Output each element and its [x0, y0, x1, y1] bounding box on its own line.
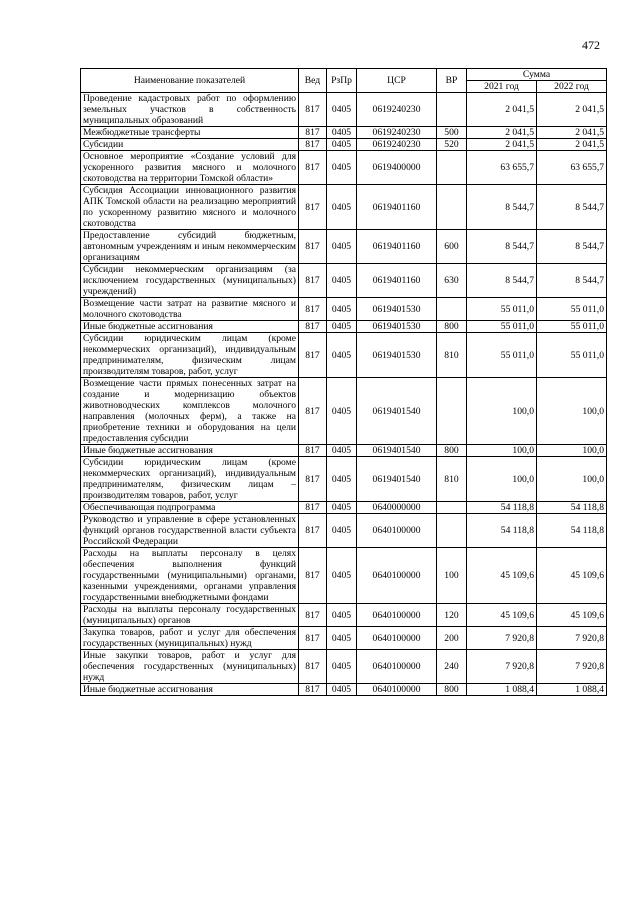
row-csr-cell: 0619401540 [357, 457, 437, 502]
row-rzpr-cell: 0405 [327, 151, 357, 185]
row-csr-cell: 0619401160 [357, 264, 437, 298]
row-rzpr-cell: 0405 [327, 502, 357, 514]
row-csr-cell: 0619401530 [357, 333, 437, 378]
row-ved-cell: 817 [299, 151, 327, 185]
row-rzpr-cell: 0405 [327, 185, 357, 230]
row-rzpr-cell: 0405 [327, 604, 357, 627]
row-rzpr-cell: 0405 [327, 445, 357, 457]
table-row [81, 650, 607, 684]
row-vr-cell: 500 [437, 127, 467, 139]
col-vr-header: ВР [437, 69, 467, 93]
table-row [81, 457, 607, 502]
row-ved-cell: 817 [299, 230, 327, 264]
row-2021-value: 2 041,5 [467, 139, 537, 151]
row-ved-cell: 817 [299, 378, 327, 445]
row-csr-cell: 0640100000 [357, 684, 437, 696]
col-2022-header: 2022 год [537, 81, 607, 93]
table-body [81, 93, 607, 696]
row-rzpr-cell: 0405 [327, 264, 357, 298]
row-name-cell: Обеспечивающая подпрограмма [81, 502, 299, 514]
row-vr-cell [437, 502, 467, 514]
row-ved-cell: 817 [299, 321, 327, 333]
row-rzpr-cell: 0405 [327, 139, 357, 151]
row-2021-value: 63 655,7 [467, 151, 537, 185]
row-rzpr-cell: 0405 [327, 298, 357, 321]
row-vr-cell: 810 [437, 457, 467, 502]
table-row [81, 445, 607, 457]
row-ved-cell: 817 [299, 548, 327, 604]
row-ved-cell: 817 [299, 457, 327, 502]
row-vr-cell: 520 [437, 139, 467, 151]
row-csr-cell: 0619401530 [357, 298, 437, 321]
row-csr-cell: 0640100000 [357, 604, 437, 627]
row-name-cell: Расходы на выплаты персоналу в целях обеспечения выполнения функций государственными (муниципальными) органами, казенными учреждениями, органами управления государственными внебюджетными фондами [81, 548, 299, 604]
table-row [81, 127, 607, 139]
row-rzpr-cell: 0405 [327, 650, 357, 684]
row-2021-value: 100,0 [467, 378, 537, 445]
row-csr-cell: 0640100000 [357, 514, 437, 548]
row-2021-value: 45 109,6 [467, 604, 537, 627]
row-2022-value: 45 109,6 [537, 604, 607, 627]
row-rzpr-cell: 0405 [327, 333, 357, 378]
row-2022-value: 8 544,7 [537, 230, 607, 264]
row-vr-cell: 200 [437, 627, 467, 650]
row-2021-value: 100,0 [467, 445, 537, 457]
row-name-cell: Расходы на выплаты персоналу государственных (муниципальных) органов [81, 604, 299, 627]
row-2022-value: 54 118,8 [537, 502, 607, 514]
row-name-cell: Иные бюджетные ассигнования [81, 321, 299, 333]
row-2021-value: 54 118,8 [467, 502, 537, 514]
row-2022-value: 55 011,0 [537, 321, 607, 333]
row-ved-cell: 817 [299, 264, 327, 298]
row-ved-cell: 817 [299, 502, 327, 514]
row-2022-value: 100,0 [537, 378, 607, 445]
row-vr-cell: 100 [437, 548, 467, 604]
table-row [81, 604, 607, 627]
row-rzpr-cell: 0405 [327, 684, 357, 696]
row-rzpr-cell: 0405 [327, 627, 357, 650]
row-ved-cell: 817 [299, 604, 327, 627]
row-ved-cell: 817 [299, 298, 327, 321]
row-2021-value: 54 118,8 [467, 514, 537, 548]
table-row [81, 185, 607, 230]
table-row [81, 264, 607, 298]
row-vr-cell: 800 [437, 321, 467, 333]
row-ved-cell: 817 [299, 333, 327, 378]
table-row [81, 151, 607, 185]
row-vr-cell: 240 [437, 650, 467, 684]
row-rzpr-cell: 0405 [327, 230, 357, 264]
table-row [81, 548, 607, 604]
row-2021-value: 2 041,5 [467, 127, 537, 139]
col-rzpr-header: РзПр [327, 69, 357, 93]
row-2022-value: 1 088,4 [537, 684, 607, 696]
row-2021-value: 8 544,7 [467, 264, 537, 298]
row-vr-cell: 630 [437, 264, 467, 298]
row-2021-value: 100,0 [467, 457, 537, 502]
row-rzpr-cell: 0405 [327, 514, 357, 548]
row-2021-value: 7 920,8 [467, 627, 537, 650]
table-row [81, 333, 607, 378]
table-row [81, 298, 607, 321]
row-ved-cell: 817 [299, 127, 327, 139]
row-vr-cell: 800 [437, 684, 467, 696]
row-2022-value: 100,0 [537, 457, 607, 502]
row-vr-cell: 600 [437, 230, 467, 264]
row-2022-value: 45 109,6 [537, 548, 607, 604]
table-row [81, 139, 607, 151]
row-rzpr-cell: 0405 [327, 548, 357, 604]
col-name-header: Наименование показателей [81, 69, 299, 93]
row-csr-cell: 0619240230 [357, 127, 437, 139]
row-name-cell: Субсидии юридическим лицам (кроме некоммерческих организаций), индивидуальным предпринимателям, физическим лицам – производителям товаров, работ, услуг [81, 457, 299, 502]
row-ved-cell: 817 [299, 185, 327, 230]
table-row [81, 514, 607, 548]
row-csr-cell: 0619240230 [357, 139, 437, 151]
row-2022-value: 7 920,8 [537, 627, 607, 650]
col-ved-header: Вед [299, 69, 327, 93]
row-csr-cell: 0640100000 [357, 650, 437, 684]
row-ved-cell: 817 [299, 445, 327, 457]
row-csr-cell: 0640100000 [357, 548, 437, 604]
row-name-cell: Субсидии [81, 139, 299, 151]
table-row [81, 378, 607, 445]
row-2022-value: 8 544,7 [537, 264, 607, 298]
row-rzpr-cell: 0405 [327, 321, 357, 333]
row-name-cell: Предоставление субсидий бюджетным, автономным учреждениям и иным некоммерческим организациям [81, 230, 299, 264]
row-vr-cell [437, 185, 467, 230]
budget-table [80, 68, 607, 696]
col-2021-header: 2021 год [467, 81, 537, 93]
row-vr-cell [437, 378, 467, 445]
col-csr-header: ЦСР [357, 69, 437, 93]
row-2022-value: 54 118,8 [537, 514, 607, 548]
row-name-cell: Иные закупки товаров, работ и услуг для обеспечения государственных (муниципальных) нужд [81, 650, 299, 684]
row-csr-cell: 0619401160 [357, 185, 437, 230]
table-row [81, 627, 607, 650]
row-csr-cell: 0619401160 [357, 230, 437, 264]
row-vr-cell [437, 151, 467, 185]
row-ved-cell: 817 [299, 627, 327, 650]
row-2022-value: 63 655,7 [537, 151, 607, 185]
table-row [81, 684, 607, 696]
page-number: 472 [582, 38, 600, 52]
row-2021-value: 55 011,0 [467, 321, 537, 333]
row-name-cell: Руководство и управление в сфере установленных функций органов государственной власти субъекта Российской Федерации [81, 514, 299, 548]
row-vr-cell [437, 514, 467, 548]
row-vr-cell [437, 298, 467, 321]
row-name-cell: Субсидии некоммерческим организациям (за исключением государственных (муниципальных) учреждений) [81, 264, 299, 298]
row-2022-value: 100,0 [537, 445, 607, 457]
row-2021-value: 45 109,6 [467, 548, 537, 604]
row-csr-cell: 0619401540 [357, 378, 437, 445]
row-ved-cell: 817 [299, 650, 327, 684]
row-name-cell: Основное мероприятие «Создание условий для ускоренного развития мясного и молочного скотоводства на территории Томской области» [81, 151, 299, 185]
row-vr-cell: 120 [437, 604, 467, 627]
row-csr-cell: 0640000000 [357, 502, 437, 514]
row-rzpr-cell: 0405 [327, 127, 357, 139]
row-2022-value: 2 041,5 [537, 93, 607, 127]
row-name-cell: Субсидия Ассоциации инновационного развития АПК Томской области на реализацию мероприятий по ускоренному развитию мясного и молочного скотоводства [81, 185, 299, 230]
header-row [81, 69, 607, 81]
row-2022-value: 7 920,8 [537, 650, 607, 684]
table-row [81, 321, 607, 333]
row-csr-cell: 0619401540 [357, 445, 437, 457]
row-csr-cell: 0619240230 [357, 93, 437, 127]
row-2021-value: 1 088,4 [467, 684, 537, 696]
row-name-cell: Иные бюджетные ассигнования [81, 445, 299, 457]
row-ved-cell: 817 [299, 514, 327, 548]
row-vr-cell: 800 [437, 445, 467, 457]
row-2021-value: 7 920,8 [467, 650, 537, 684]
row-name-cell: Иные бюджетные ассигнования [81, 684, 299, 696]
row-name-cell: Проведение кадастровых работ по оформлению земельных участков в собственность муниципальных образований [81, 93, 299, 127]
row-2022-value: 2 041,5 [537, 127, 607, 139]
row-2022-value: 8 544,7 [537, 185, 607, 230]
row-vr-cell [437, 93, 467, 127]
col-sum-header: Сумма [467, 69, 607, 81]
row-ved-cell: 817 [299, 93, 327, 127]
row-2022-value: 55 011,0 [537, 298, 607, 321]
row-2021-value: 2 041,5 [467, 93, 537, 127]
row-2021-value: 55 011,0 [467, 333, 537, 378]
row-ved-cell: 817 [299, 139, 327, 151]
row-csr-cell: 0619400000 [357, 151, 437, 185]
row-rzpr-cell: 0405 [327, 93, 357, 127]
table-row [81, 502, 607, 514]
row-2021-value: 8 544,7 [467, 185, 537, 230]
row-name-cell: Субсидии юридическим лицам (кроме некоммерческих организаций), индивидуальным предпринимателям, физическим лицам производителям товаров, работ, услуг [81, 333, 299, 378]
row-name-cell: Возмещение части прямых понесенных затрат на создание и модернизацию объектов животноводческих комплексов молочного направления (молочных ферм), а также на приобретение техники и оборудования на цели предоставления субсидии [81, 378, 299, 445]
row-csr-cell: 0640100000 [357, 627, 437, 650]
row-2022-value: 2 041,5 [537, 139, 607, 151]
row-2021-value: 55 011,0 [467, 298, 537, 321]
row-rzpr-cell: 0405 [327, 457, 357, 502]
row-vr-cell: 810 [437, 333, 467, 378]
row-rzpr-cell: 0405 [327, 378, 357, 445]
row-2022-value: 55 011,0 [537, 333, 607, 378]
row-name-cell: Возмещение части затрат на развитие мясного и молочного скотоводства [81, 298, 299, 321]
row-ved-cell: 817 [299, 684, 327, 696]
row-2021-value: 8 544,7 [467, 230, 537, 264]
row-csr-cell: 0619401530 [357, 321, 437, 333]
table-row [81, 93, 607, 127]
row-name-cell: Закупка товаров, работ и услуг для обеспечения государственных (муниципальных) нужд [81, 627, 299, 650]
row-name-cell: Межбюджетные трансферты [81, 127, 299, 139]
table-row [81, 230, 607, 264]
